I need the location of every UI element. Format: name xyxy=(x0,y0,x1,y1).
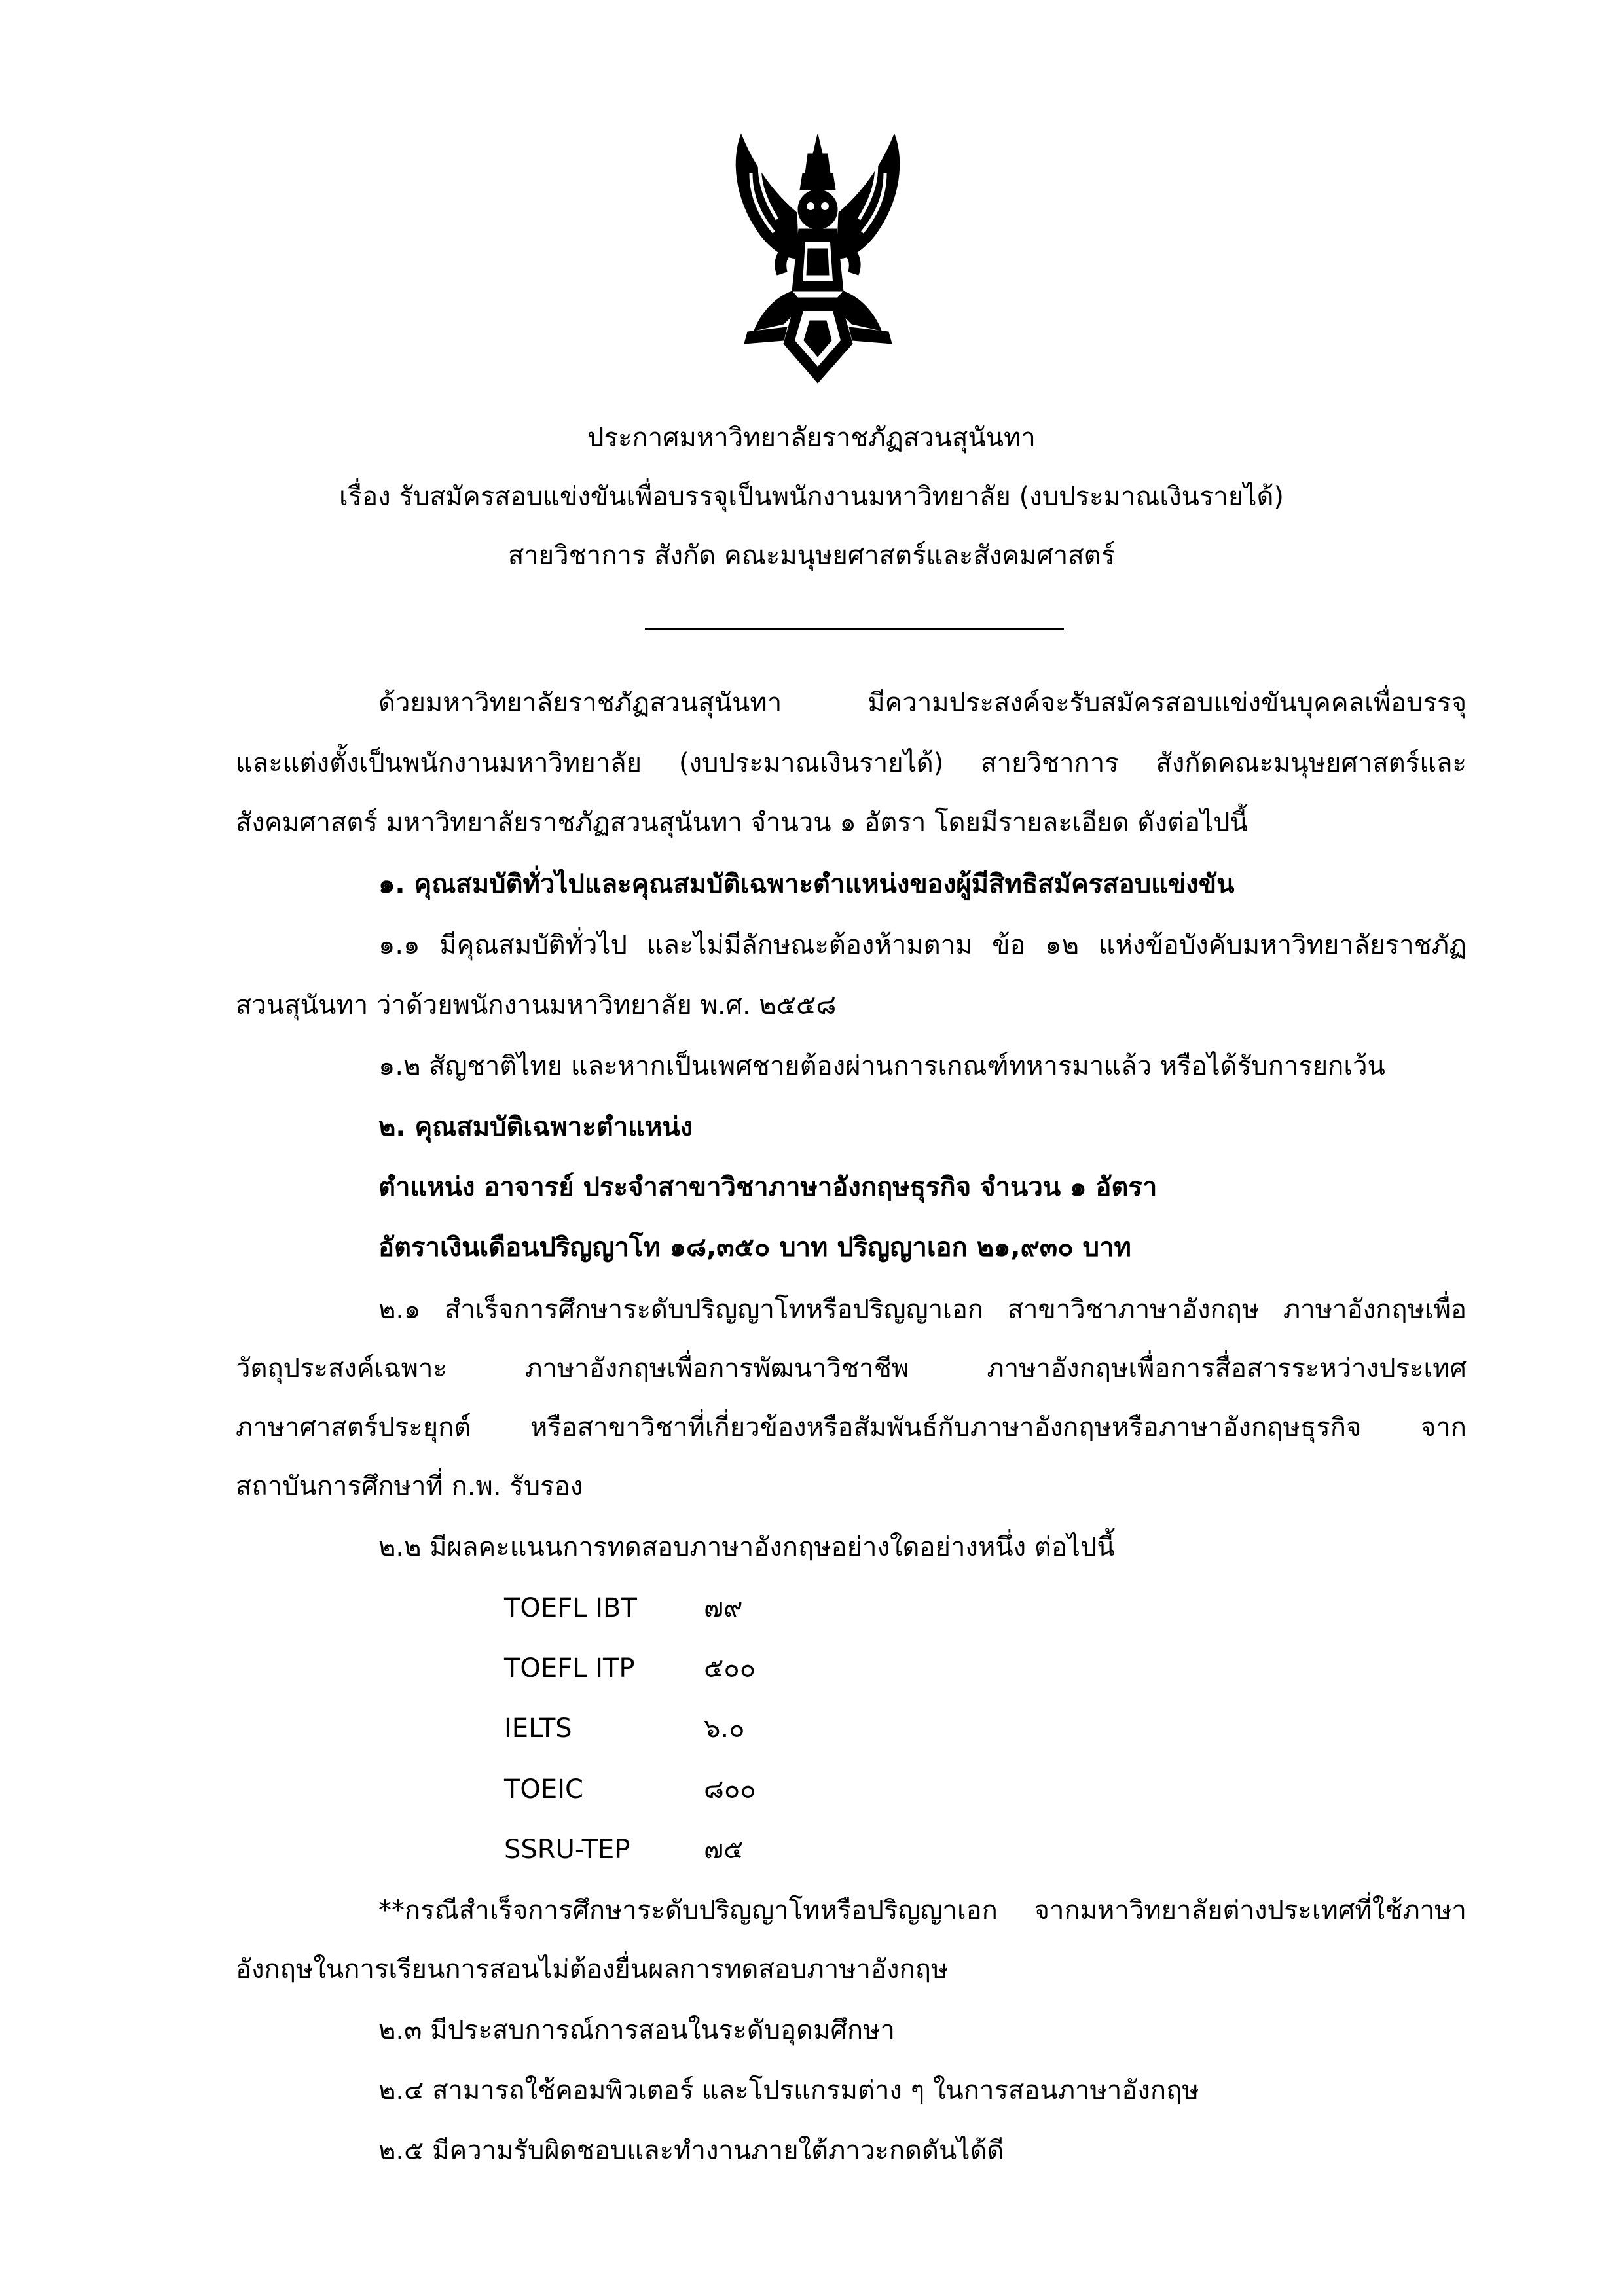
item-1-1-line-2: สวนสุนันทา ว่าด้วยพนักงานมหาวิทยาลัย พ.ศ. ๒๕๕๘ xyxy=(236,990,837,1020)
score-value-toefl-ibt: ๗๙ xyxy=(704,1593,743,1623)
intro-line-2: และแต่งตั้งเป็นพนักงานมหาวิทยาลัย (งบประมาณเงินรายได้) สายวิชาการ สังกัดคณะมนุษยศาสตร์และ xyxy=(236,748,1467,778)
score-name-ssru-tep: SSRU-TEP xyxy=(504,1835,630,1865)
item-2-1-line-4: สถาบันการศึกษาที่ ก.พ. รับรอง xyxy=(236,1471,583,1501)
score-value-ssru-tep: ๗๕ xyxy=(704,1835,744,1865)
score-name-toeic: TOEIC xyxy=(504,1774,583,1804)
score-value-toeic: ๘๐๐ xyxy=(704,1774,756,1804)
note-line-2: อังกฤษในการเรียนการสอนไม่ต้องยื่นผลการทดสอบภาษาอังกฤษ xyxy=(236,1954,949,1984)
header-divider xyxy=(645,628,1064,630)
score-value-ielts: ๖.๐ xyxy=(704,1713,745,1744)
item-1-2: ๑.๒ สัญชาติไทย และหากเป็นเพศชายต้องผ่านการเกณฑ์ทหารมาแล้ว หรือได้รับการยกเว้น xyxy=(378,1051,1385,1081)
announcement-subject: เรื่อง รับสมัครสอบแข่งขันเพื่อบรรจุเป็นพนักงานมหาวิทยาลัย (งบประมาณเงินรายได้) xyxy=(338,482,1285,512)
item-2-1-line-2: วัตถุประสงค์เฉพาะ ภาษาอังกฤษเพื่อการพัฒนาวิชาชีพ ภาษาอังกฤษเพื่อการสื่อสารระหว่างประเทศ xyxy=(236,1354,1467,1384)
score-name-ielts: IELTS xyxy=(504,1713,572,1744)
item-2-4: ๒.๔ สามารถใช้คอมพิวเตอร์ และโปรแกรมต่าง ๆ ในการสอนภาษาอังกฤษ xyxy=(378,2075,1199,2106)
score-name-toefl-ibt: TOEFL IBT xyxy=(504,1593,637,1623)
item-2-3: ๒.๓ มีประสบการณ์การสอนในระดับอุดมศึกษา xyxy=(378,2015,895,2045)
section-1-heading: ๑. คุณสมบัติทั่วไปและคุณสมบัติเฉพาะตำแหน่งของผู้มีสิทธิสมัครสอบแข่งขัน xyxy=(378,869,1235,899)
position-line: ตำแหน่ง อาจารย์ ประจำสาขาวิชาภาษาอังกฤษธุรกิจ จำนวน ๑ อัตรา xyxy=(378,1172,1158,1202)
score-value-toefl-itp: ๕๐๐ xyxy=(704,1653,756,1683)
item-2-2: ๒.๒ มีผลคะแนนการทดสอบภาษาอังกฤษอย่างใดอย่างหนึ่ง ต่อไปนี้ xyxy=(378,1532,1115,1562)
section-2-heading: ๒. คุณสมบัติเฉพาะตำแหน่ง xyxy=(378,1112,693,1142)
item-2-5: ๒.๕ มีความรับผิดชอบและทำงานภายใต้ภาวะกดดันได้ดี xyxy=(378,2136,1004,2166)
garuda-emblem-icon xyxy=(721,128,915,386)
item-2-1-line-3: ภาษาศาสตร์ประยุกต์ หรือสาขาวิชาที่เกี่ยวข้องหรือสัมพันธ์กับภาษาอังกฤษหรือภาษาอังกฤษธุรกิจ จาก xyxy=(236,1412,1467,1443)
note-line-1: **กรณีสำเร็จการศึกษาระดับปริญญาโทหรือปริญญาเอก จากมหาวิทยาลัยต่างประเทศที่ใช้ภาษา xyxy=(378,1895,1467,1926)
item-1-1-line-1: ๑.๑ มีคุณสมบัติทั่วไป และไม่มีลักษณะต้องห้ามตาม ข้อ ๑๒ แห่งข้อบังคับมหาวิทยาลัยราชภัฏ xyxy=(378,930,1467,960)
announcement-title: ประกาศมหาวิทยาลัยราชภัฏสวนสุนันทา xyxy=(587,423,1036,453)
intro-line-3: สังคมศาสตร์ มหาวิทยาลัยราชภัฏสวนสุนันทา จำนวน ๑ อัตรา โดยมีรายละเอียด ดังต่อไปนี้ xyxy=(236,808,1248,838)
announcement-unit: สายวิชาการ สังกัด คณะมนุษยศาสตร์และสังคมศาสตร์ xyxy=(507,541,1116,571)
salary-line: อัตราเงินเดือนปริญญาโท ๑๘,๓๕๐ บาท ปริญญาเอก ๒๑,๙๓๐ บาท xyxy=(378,1232,1131,1263)
intro-line-1: ด้วยมหาวิทยาลัยราชภัฏสวนสุนันทา มีความประสงค์จะรับสมัครสอบแข่งขันบุคคลเพื่อบรรจุ xyxy=(378,688,1467,718)
score-name-toefl-itp: TOEFL ITP xyxy=(504,1653,635,1683)
item-2-1-line-1: ๒.๑ สำเร็จการศึกษาระดับปริญญาโทหรือปริญญาเอก สาขาวิชาภาษาอังกฤษ ภาษาอังกฤษเพื่อ xyxy=(378,1295,1467,1325)
